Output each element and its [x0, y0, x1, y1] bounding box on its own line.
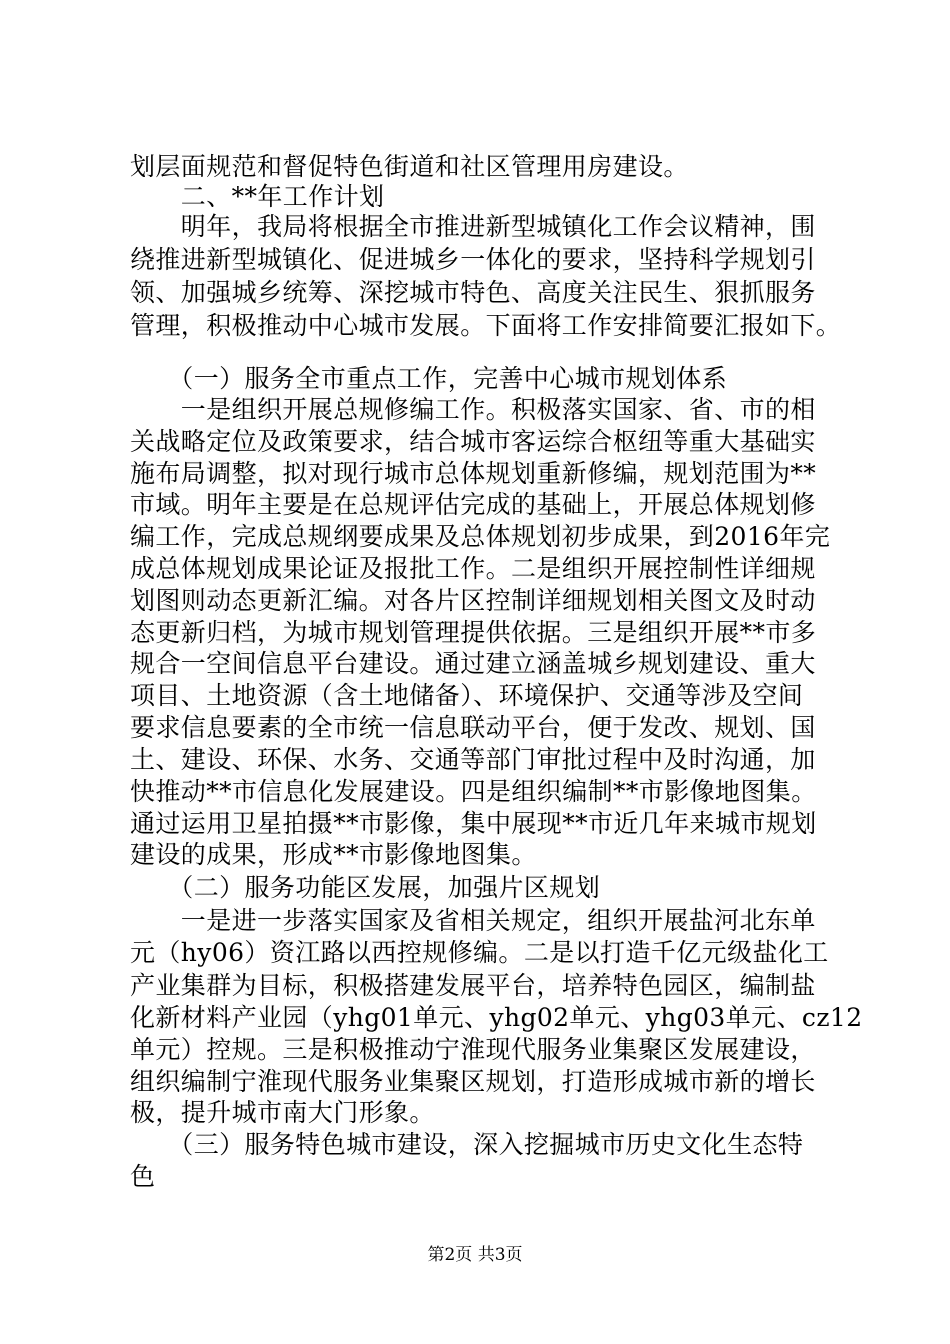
subsection-heading: （一）服务全市重点工作，完善中心城市规划体系 [130, 364, 728, 393]
subsection-heading: （二）服务功能区发展，加强片区规划 [130, 873, 601, 902]
body-text-line: 成总体规划成果论证及报批工作。二是组织开展控制性详细规 [130, 554, 816, 583]
body-text-line: 管理，积极推动中心城市发展。下面将工作安排简要汇报如下。 [130, 311, 842, 340]
body-text-line: 要求信息要素的全市统一信息联动平台，便于发改、规划、国 [130, 713, 816, 742]
body-text-line: 规合一空间信息平台建设。通过建立涵盖城乡规划建设、重大 [130, 649, 816, 678]
body-text-line: 一是进一步落实国家及省相关规定，组织开展盐河北东单 [130, 906, 816, 935]
body-text-line: 项目、土地资源（含土地储备）、环境保护、交通等涉及空间 [130, 681, 804, 710]
section-heading: 二、**年工作计划 [130, 182, 385, 211]
body-text-line: 施布局调整，拟对现行城市总体规划重新修编，规划范围为** [130, 459, 817, 488]
body-text-line: 组织编制宁淮现代服务业集聚区规划，打造形成城市新的增长 [130, 1067, 816, 1096]
body-text-line: 划图则动态更新汇编。对各片区控制详细规划相关图文及时动 [130, 586, 816, 615]
subsection-heading: （三）服务特色城市建设，深入挖掘城市历史文化生态特 [130, 1130, 804, 1159]
body-text-line: 极，提升城市南大门形象。 [130, 1098, 435, 1127]
body-text-line: 化新材料产业园（yhg01单元、yhg02单元、yhg03单元、cz12 [130, 1003, 863, 1032]
body-text-line: 关战略定位及政策要求，结合城市客运综合枢纽等重大基础实 [130, 427, 816, 456]
body-text-line: 编工作，完成总规纲要成果及总体规划初步成果，到2016年完 [130, 522, 831, 551]
body-text-line: 一是组织开展总规修编工作。积极落实国家、省、市的相 [130, 395, 816, 424]
body-text-line: 土、建设、环保、水务、交通等部门审批过程中及时沟通，加 [130, 745, 816, 774]
body-text-line: 划层面规范和督促特色街道和社区管理用房建设。 [130, 152, 689, 181]
page-number-footer: 第2页 共3页 [427, 1245, 523, 1265]
body-text-line: 产业集群为目标，积极搭建发展平台，培养特色园区，编制盐 [130, 971, 816, 1000]
body-text-line: 单元）控规。三是积极推动宁淮现代服务业集聚区发展建设， [130, 1035, 816, 1064]
body-text-line: 绕推进新型城镇化、促进城乡一体化的要求，坚持科学规划引 [130, 245, 816, 274]
body-text-line: 通过运用卫星拍摄**市影像，集中展现**市近几年来城市规划 [130, 809, 817, 838]
body-text-line: 领、加强城乡统筹、深挖城市特色、高度关注民生、狠抓服务 [130, 278, 816, 307]
body-text-line: 态更新归档，为城市规划管理提供依据。三是组织开展**市多 [130, 618, 817, 647]
body-text-line: 快推动**市信息化发展建设。四是组织编制**市影像地图集。 [130, 777, 817, 806]
body-text-line: 建设的成果，形成**市影像地图集。 [130, 840, 537, 869]
body-text-line: 色 [130, 1162, 156, 1191]
body-text-line: 明年，我局将根据全市推进新型城镇化工作会议精神，围 [130, 212, 816, 241]
body-text-line: 市域。明年主要是在总规评估完成的基础上，开展总体规划修 [130, 490, 816, 519]
body-text-line: 元（hy06）资江路以西控规修编。二是以打造千亿元级盐化工 [130, 938, 829, 967]
